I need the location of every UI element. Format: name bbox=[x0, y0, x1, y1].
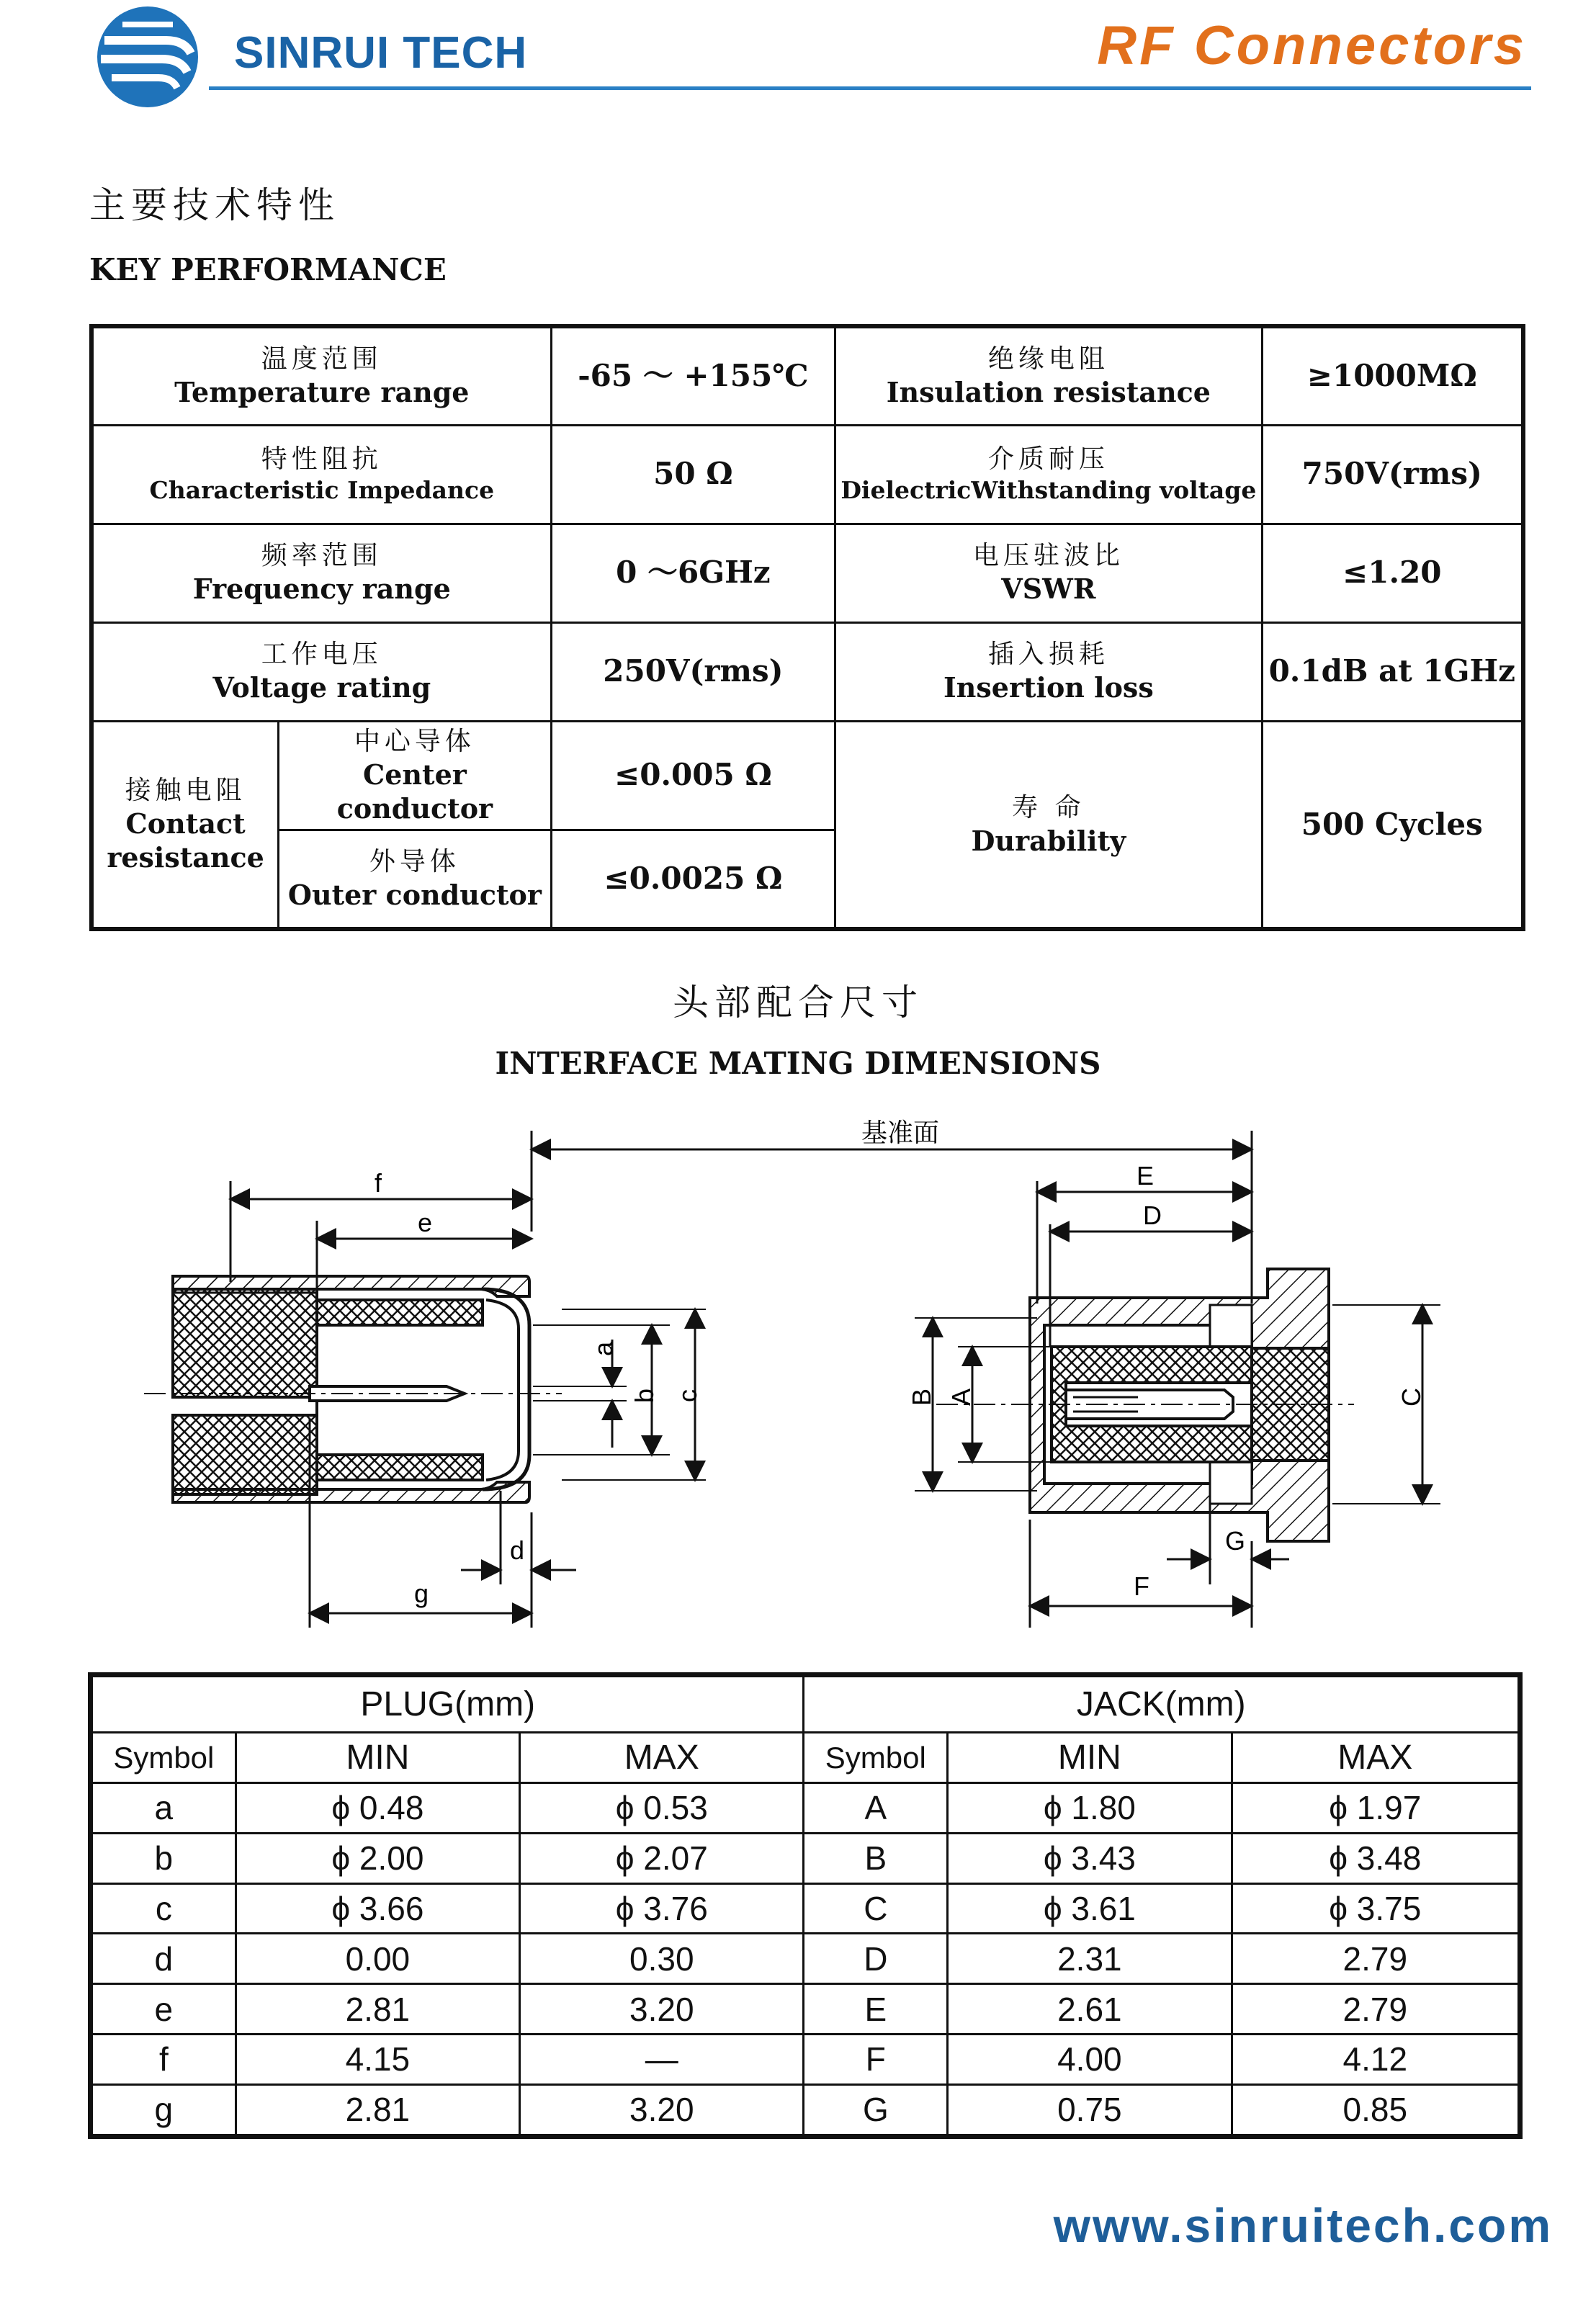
plug-min: 2.81 bbox=[236, 1984, 519, 2035]
symbol-header: Symbol bbox=[804, 1733, 948, 1783]
jack-symbol: G bbox=[804, 2084, 948, 2136]
page-header bbox=[0, 0, 1596, 108]
dimensions-table bbox=[88, 1672, 1523, 2139]
jack-min: ϕ 3.43 bbox=[948, 1833, 1232, 1883]
spec-value: 500 Cycles bbox=[1262, 721, 1523, 929]
spec-label: 寿 命 Durability bbox=[835, 721, 1262, 929]
plug-min: 0.00 bbox=[236, 1934, 519, 1984]
plug-symbol: e bbox=[91, 1984, 236, 2035]
jack-max: ϕ 3.75 bbox=[1232, 1883, 1520, 1934]
max-header: MAX bbox=[1232, 1733, 1520, 1783]
jack-symbol: A bbox=[804, 1783, 948, 1834]
table-header-row bbox=[91, 1733, 1520, 1783]
spec-label: 介质耐压 DielectricWithstanding voltage bbox=[835, 425, 1262, 524]
spec-value: 750V(rms) bbox=[1262, 425, 1523, 524]
header-title: RF Connectors bbox=[1097, 15, 1527, 76]
dim-label-b: b bbox=[629, 1388, 659, 1404]
dim-label-F: F bbox=[1134, 1571, 1149, 1601]
table-row bbox=[91, 425, 1523, 524]
table-row bbox=[91, 326, 1523, 425]
jack-max: 2.79 bbox=[1232, 1984, 1520, 2035]
jack-symbol: B bbox=[804, 1833, 948, 1883]
min-header: MIN bbox=[948, 1733, 1232, 1783]
dim-label-a: a bbox=[588, 1341, 618, 1357]
website-link[interactable]: www.sinruitech.com bbox=[1053, 2199, 1553, 2252]
table-row bbox=[91, 1883, 1520, 1934]
plug-min: 2.81 bbox=[236, 2084, 519, 2136]
interface-drawing bbox=[0, 1109, 1596, 1642]
jack-max: 2.79 bbox=[1232, 1934, 1520, 1984]
plug-symbol: d bbox=[91, 1934, 236, 1984]
spec-value: ≤0.0025 Ω bbox=[551, 830, 835, 929]
plug-symbol: b bbox=[91, 1833, 236, 1883]
key-performance-table bbox=[89, 324, 1525, 931]
dim-label-C: C bbox=[1396, 1388, 1426, 1407]
spec-label: 插入损耗 Insertion loss bbox=[835, 622, 1262, 721]
plug-max: ϕ 0.53 bbox=[520, 1783, 804, 1834]
jack-min: 0.75 bbox=[948, 2084, 1232, 2136]
jack-max: 0.85 bbox=[1232, 2084, 1520, 2136]
plug-drawing bbox=[144, 1168, 706, 1628]
plug-min: ϕ 2.00 bbox=[236, 1833, 519, 1883]
spec-label: 特性阻抗 Characteristic Impedance bbox=[91, 425, 551, 524]
spec-label: 绝缘电阻 Insulation resistance bbox=[835, 326, 1262, 425]
dim-label-c: c bbox=[673, 1389, 702, 1402]
spec-value: 0 ～6GHz bbox=[551, 524, 835, 622]
table-header-row bbox=[91, 1675, 1520, 1733]
jack-symbol: E bbox=[804, 1984, 948, 2035]
table-row bbox=[91, 622, 1523, 721]
plug-max: ϕ 2.07 bbox=[520, 1833, 804, 1883]
jack-max: 4.12 bbox=[1232, 2034, 1520, 2084]
symbol-header: Symbol bbox=[91, 1733, 236, 1783]
jack-symbol: C bbox=[804, 1883, 948, 1934]
plug-max: 3.20 bbox=[520, 1984, 804, 2035]
jack-min: 2.61 bbox=[948, 1984, 1232, 2035]
spec-label: 中心导体 Center conductor bbox=[279, 721, 551, 830]
spec-value: ≤1.20 bbox=[1262, 524, 1523, 622]
plug-min: ϕ 0.48 bbox=[236, 1783, 519, 1834]
dim-label-f: f bbox=[374, 1168, 382, 1198]
plug-symbol: g bbox=[91, 2084, 236, 2136]
spec-label: 工作电压 Voltage rating bbox=[91, 622, 551, 721]
jack-symbol: D bbox=[804, 1934, 948, 1984]
brand-name: SINRUI TECH bbox=[234, 28, 528, 78]
spec-value: 50 Ω bbox=[551, 425, 835, 524]
plug-symbol: f bbox=[91, 2034, 236, 2084]
plug-symbol: c bbox=[91, 1883, 236, 1934]
plug-max: ϕ 3.76 bbox=[520, 1883, 804, 1934]
plug-header: PLUG(mm) bbox=[91, 1675, 804, 1733]
plug-min: 4.15 bbox=[236, 2034, 519, 2084]
table-row bbox=[91, 1833, 1520, 1883]
spec-value: 250V(rms) bbox=[551, 622, 835, 721]
dim-label-E: E bbox=[1136, 1161, 1155, 1190]
table-row bbox=[91, 2034, 1520, 2084]
key-performance-title-en: KEY PERFORMANCE bbox=[89, 252, 447, 287]
jack-min: 2.31 bbox=[948, 1934, 1232, 1984]
plug-max: 3.20 bbox=[520, 2084, 804, 2136]
table-row bbox=[91, 1934, 1520, 1984]
plug-symbol: a bbox=[91, 1783, 236, 1834]
interface-title-en: INTERFACE MATING DIMENSIONS bbox=[495, 1046, 1101, 1081]
jack-min: 4.00 bbox=[948, 2034, 1232, 2084]
datum-label: 基准面 bbox=[861, 1118, 940, 1148]
table-row bbox=[91, 721, 1523, 830]
dim-label-A: A bbox=[946, 1388, 976, 1407]
jack-min: ϕ 1.80 bbox=[948, 1783, 1232, 1834]
dim-label-G: G bbox=[1224, 1526, 1246, 1556]
interface-title-cn: 头部配合尺寸 bbox=[673, 982, 923, 1023]
jack-symbol: F bbox=[804, 2034, 948, 2084]
spec-label: 电压驻波比 VSWR bbox=[835, 524, 1262, 622]
dim-label-d: d bbox=[509, 1535, 525, 1565]
jack-min: ϕ 3.61 bbox=[948, 1883, 1232, 1934]
plug-max: — bbox=[520, 2034, 804, 2084]
plug-max: 0.30 bbox=[520, 1934, 804, 1984]
spec-value: ≥1000MΩ bbox=[1262, 326, 1523, 425]
spec-label: 温度范围 Temperature range bbox=[91, 326, 551, 425]
key-performance-title-cn: 主要技术特性 bbox=[89, 184, 340, 226]
max-header: MAX bbox=[520, 1733, 804, 1783]
contact-resistance-label: 接触电阻 Contact resistance bbox=[91, 721, 279, 929]
jack-max: ϕ 3.48 bbox=[1232, 1833, 1520, 1883]
jack-header: JACK(mm) bbox=[804, 1675, 1520, 1733]
sinrui-logo-icon bbox=[94, 3, 202, 111]
jack-drawing bbox=[907, 1161, 1440, 1628]
spec-value: -65 ～ +155℃ bbox=[551, 326, 835, 425]
dim-label-e: e bbox=[417, 1208, 433, 1237]
table-row bbox=[91, 1783, 1520, 1834]
spec-label: 频率范围 Frequency range bbox=[91, 524, 551, 622]
dim-label-D: D bbox=[1143, 1201, 1162, 1230]
header-rule bbox=[209, 86, 1531, 90]
table-row bbox=[91, 2084, 1520, 2136]
table-row bbox=[91, 1984, 1520, 2035]
spec-label: 外导体 Outer conductor bbox=[279, 830, 551, 929]
spec-value: 0.1dB at 1GHz bbox=[1262, 622, 1523, 721]
dim-label-B: B bbox=[907, 1388, 936, 1407]
dim-label-g: g bbox=[413, 1579, 429, 1608]
spec-value: ≤0.005 Ω bbox=[551, 721, 835, 830]
plug-min: ϕ 3.66 bbox=[236, 1883, 519, 1934]
min-header: MIN bbox=[236, 1733, 519, 1783]
table-row bbox=[91, 524, 1523, 622]
jack-max: ϕ 1.97 bbox=[1232, 1783, 1520, 1834]
